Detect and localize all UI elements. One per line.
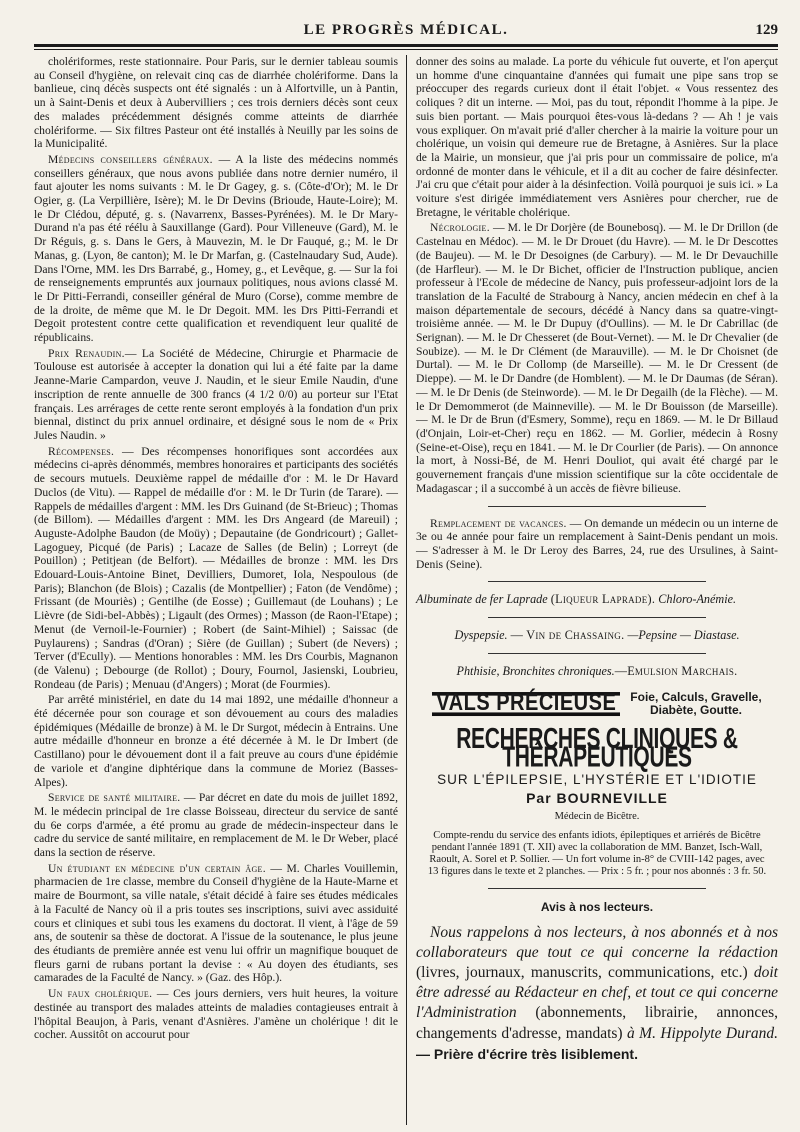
separator bbox=[488, 617, 705, 618]
paragraph: Récompenses. — Des récompenses honorifiques sont accordées aux médecins ci-après dénommés, membres honoraires et participants des sociétés de secours mutuels. Deuxième rappel de médaille d'or : M. le Dr Havard Duclos (de Vitu). — Rappel de médaille d'or : M. le Dr Turin (de Tarare). — Rappels de médailles d'argent : MM. les Drs Guinand (de St-Brieuc) ; Thomas (de Billom). — Médailles d'argent : MM. les Drs Angeard (de Mareuil) ; Auguste-Adolphe Baudon (de Moüy) ; Depautaine (de Gondricourt) ; Gallet-Lagoguey, Picqué (de Paris) ; Lacaze de Salles (de Belin) ; Lorreyt (de Pouillon) ; Petitjean (de Belfort). — Médailles de bronze : MM. les Drs Edouard-Louis-Antoine Binet, Devilliers, Dumoret, Iola, Nespoulous (de Paris); Blanchon (de Blois) ; Cazalis (de Montpellier) ; Faton (de Vendôme) ; Frissant (de Mouriès) ; Gentilhe (de Eosse) ; Guillemaut (de Louhans) ; Le Lièvre (de Sidi-bel-Abbès) ; Ligault (des Ormes) ; Masson (de Raon-l'Etape) ; Menut (de Vernoil-le-Fournier) ; Robert (de Saint-Mihiel) ; Saissac (de Puylaurens) ; Sandras (d'Oran) ; Sière (de Guillan) ; Subert (de Nevers) ; Terver (d'Ecully). — Mentions honorables : MM. les Drs Courbis, Magnanon (de Valenu) ; Debourge (de Rollot) ; Doury, Fournol, Jasienski, Loubrieu, Rondeau (de Paris) ; Menuau (d'Angers) ; Morat (de Fourmies). bbox=[34, 444, 398, 691]
book-title: RECHERCHES CLINIQUES & THÉRAPEUTIQUES bbox=[456, 723, 738, 774]
notice-title: Avis à nos lecteurs. bbox=[540, 899, 654, 914]
paragraph: cholériformes, reste stationnaire. Pour Paris, sur le dernier tableau soumis au Conseil d'hygiène, on relevait cinq cas de diarrhée cholériforme. Dans la banlieue, cinq décès suspects ont été signalés : un à Alfortville, un à Pantin, un à Saint-Denis et deux à Aubervilliers ; ces trois derniers décès sont ceux des malades précédemment désignés comme atteints de diarrhée cholériforme. — Six filtres Pasteur ont été installés à Neuilly par les soins de la Municipalité. bbox=[34, 55, 398, 151]
column-divider bbox=[406, 55, 407, 1125]
book-author: Par BOURNEVILLE bbox=[526, 790, 668, 807]
separator bbox=[488, 888, 705, 889]
section-lead: Service de santé militaire. bbox=[48, 791, 181, 805]
paragraph: Remplacement de vacances. — On demande un médecin ou un interne de 3e ou 4e année pour faire un remplacement à Saint-Denis pendant un mois. — S'adresser à M. le Dr Leroy des Barres, 24, rue des Ursulines, à Saint-Denis (Seine). bbox=[416, 516, 778, 571]
book-affiliation: Médecin de Bicêtre. bbox=[554, 811, 640, 823]
journal-title: LE PROGRÈS MÉDICAL. bbox=[303, 22, 509, 38]
paragraph: Médecins conseillers généraux. — A la liste des médecins nommés conseillers généraux, que nous avons publiée dans notre dernier numéro, il faut ajouter les noms suivants : M. le Dr Gagey, g. s. (Côte-d'Or); M. le Dr Ogier, g. (La Verpillière, Isère); M. le Dr Devins (Brioude, Haute-Loire); M. le Dr Clédou, député, g. s. (Navarrenx, Basses-Pyrénées). M. le Dr Mary-Durand n'a pas été réélu à Sauxillange (Gard). Pour Villeneuve (Gard), M. le Dr Réguis, g. s. Dans le Gers, à Mauvezin, M. le Dr Fauqué, g.; M. le Dr Manas, g. (Lyon, 8e canton); M. le Dr Marfan, g. (Castelnaudary Sud, Aude). Dans l'Orne, MM. les Drs Barrabé, g., Homey, g., et Levêque, g. — Sur la foi de renseignements empruntés aux journaux politiques, nous avions classé M. le Dr Pitti-Ferrandi, conseiller général de Muro (Corse), comme membre de de la droite, de même que M. le Dr Degoit. MM. les Drs Pitti-Ferrandi et Degoit protestent contre cette qualification et revendiquent leur qualité de républicains. bbox=[34, 152, 398, 345]
separator bbox=[488, 581, 705, 582]
section-lead: Prix Renaudin. bbox=[48, 346, 125, 360]
section-lead: Récompenses. bbox=[48, 444, 115, 458]
left-column bbox=[34, 55, 398, 1042]
vals-title: VALS PRÉCIEUSE bbox=[432, 692, 620, 716]
page-number: 129 bbox=[755, 22, 778, 38]
header-rule-thin bbox=[34, 49, 778, 50]
vals-indications: Foie, Calculs, Gravelle, Diabète, Goutte. bbox=[630, 690, 762, 718]
ad-chassaing: Dyspepsie. — Vin de Chassaing. —Pepsine — Diastase. bbox=[454, 628, 740, 643]
ad-marchais: Phthisie, Bronchites chroniques.—Emulsion Marchais. bbox=[456, 664, 738, 679]
book-description: Compte-rendu du service des enfants idiots, épileptiques et arriérés de Bicêtre pendant l'année 1891 (T. XII) avec la collaboration de MM. Banzet, Isch-Wall, Raoult, A. Sorel et P. Sollier. — Un fort volume in-8° de CVIII-142 pages, avec 13 figures dans le texte et 2 planches. — Prix : 5 fr. ; pour nos abonnés : 3 fr. 50. bbox=[427, 829, 767, 877]
ad-vals-precieuse bbox=[416, 691, 778, 717]
paragraph: Nécrologie. — M. le Dr Dorjère (de Bounebosq). — M. le Dr Drillon (de Castelnau en Médoc). — M. le Dr Drouet (du Havre). — M. le Dr Descottes (de Baujeu). — M. le Dr Desoignes (de Carbury). — M. le Dr Devauchille (de Harfleur). — M. le Dr Bichet, officier de l'Instruction publique, ancien professeur à l'Ecole de médecine de Nancy, puis professeur-adjoint lors de la translation de la Faculté de Strabourg à Nancy, ancien médecin en chef à la maison départementale de secours, décédé à Nancy dans sa quatre-vingt-troisième année. — M. le Dr Dupuy (d'Oullins). — M. le Dr Cabrillac (de Serignan). — M. le Dr Chesseret (de Bout-Vernet). — M. le Dr Chevalier (de Soubize). — M. le Dr Clément (de Marauville). — M. le Dr Choisnet (de Durtal). — M. le Dr Collomp (de Marseille). — M. le Dr Cressent (de Dieppe). — M. le Dr Dandre (de Homblent). — M. le Dr Daumas (de Séran). — M. le Dr Denis (de Steinworde). — M. le Dr Degailh (de la Flèche). — M. le Dr Demommerot (de Mainneville). — M. le Dr Bouisson (de Marseille). — M. le Dr de Brun (d'Esmery, Somme), reçu en 1869. — M. le Dr Billaud (d'Onjain, Loir-et-Cher) reçu en 1862. — M. Gorlier, médecin à Rosny (Seine-et-Oise), reçu en 1841. — M. le Dr Courlier (de Paris). — On annonce la mort, à Nossi-Bé, de M. Henri Douliot, qui avait été chargé par le gouvernement français d'une mission scientifique sur la côte occidentale de Madagascar ; il a succombé à un accès de fièvre bilieuse. bbox=[416, 221, 778, 495]
paragraph: Un faux cholérique. — Ces jours derniers, vers huit heures, la voiture destinée au transport des malades atteints de maladies contagieuses entrait à l'hôpital Beaujon, à Paris, venant d'Asnières. J'amène un cholérique ! dit le cocher. Aussitôt on accourut pour bbox=[34, 987, 398, 1042]
header-rule-thick bbox=[34, 44, 778, 47]
section-lead: Remplacement de vacances. bbox=[430, 516, 567, 530]
book-subtitle: SUR L'ÉPILEPSIE, L'HYSTÉRIE ET L'IDIOTIE bbox=[437, 771, 757, 787]
section-lead: Un faux cholérique. bbox=[48, 987, 153, 1001]
ad-laprade: Albuminate de fer Laprade (Liqueur Laprade). Chloro-Anémie. bbox=[416, 592, 737, 607]
notice-body: Nous rappelons à nos lecteurs, à nos abonnés et à nos collaborateurs que tout ce qui concerne la rédaction (livres, journaux, manuscrits, communications, etc.) doit être adressé au Rédacteur en chef, et tout ce qui concerne l'Administration (abonnements, librairie, annonces, changements d'adresse, mandats) à M. Hippolyte Durand. — Prière d'écrire très lisiblement. bbox=[416, 923, 778, 1062]
section-lead: Un étudiant en médecine d'un certain âge. bbox=[48, 861, 266, 875]
section-lead: Nécrologie. bbox=[430, 221, 490, 235]
right-column bbox=[416, 55, 778, 1065]
separator bbox=[488, 653, 705, 654]
paragraph: Prix Renaudin.— La Société de Médecine, Chirurgie et Pharmacie de Toulouse est autorisée à accepter la donation qui lui a été faite par la dame Jeanne-Marie Campardon, veuve J. Naudin, et le sieur Emile Naudin, d'une inscription de rente annuelle de 300 francs (4 1/2 0/0) au porteur sur l'Etat français. Les arrérages de cette rente seront employés à la fondation d'un prix biennal, distinct du prix annuel ordinaire, et désigné sous le nom de « Prix Jules Naudin. » bbox=[34, 346, 398, 442]
paragraph: Par arrêté ministériel, en date du 14 mai 1892, une médaille d'honneur a été décernée pour son courage et son dévouement au cours des maladies épidémiques (Médaille de bronze) à M. le Dr Surgot, médecin à Entrains. Une autre médaille d'honneur en bronze a été décernée à M. le Dr Imbert (de Castillano) pour le dévouement dont il a fait preuve au cours d'une épidémie de variole et d'angine diphtérique dans la commune de Moriez (Basses-Alpes). bbox=[34, 693, 398, 789]
paragraph: Un étudiant en médecine d'un certain âge. — M. Charles Vouillemin, pharmacien de 1re classe, membre du Conseil d'hygiène de la Haute-Marne et maire de Bourmont, sa ville natale, s'était décidé à faire ses études médicales à la Faculté de Nancy où il a pris toutes ses inscriptions, suivi avec assiduité cours et cliniques et subi tous les examens du doctorat. Il vient, à l'âge de 59 ans, de soutenir sa thèse de doctorat. A l'issue de la soutenance, le plus jeune des étudiants de première année est venu lui offrir un magnifique bouquet de fleurs garni de rubans portant la devise : « Au doyen des étudiants, ses camarades de la Faculté de Nancy. » (Gaz. des Hôp.). bbox=[34, 861, 398, 985]
paragraph: Service de santé militaire. — Par décret en date du mois de juillet 1892, M. le médecin principal de 1re classe Boisseau, directeur du service de santé du 6e corps d'armée, a été promu au grade de médecin-inspecteur dans le cadre du service de santé militaire, en remplacement de M. le Dr Weber, placé dans la section de réserve. bbox=[34, 791, 398, 860]
paragraph: donner des soins au malade. La porte du véhicule fut ouverte, et l'on aperçut un homme d'une cinquantaine d'années qui fumait une pipe sans trop se préoccuper des regards curieux dont il était l'objet. « Vous ressentez des coliques ? dit un interne. — Moi, pas du tout, répondit l'homme à la pipe. Je suis bien portant. — Mais pourquoi êtes-vous là-dedans ? — Ah ! je vais vous expliquer. On m'avait prié d'aller chercher à la mairie la voiture pour un cholérique, un voisin qui demeure rue de Bretagne, à Asnières. Sur la place de la Mairie, un monsieur, que j'ai pris pour un commissaire de police, m'a ordonné de monter dans le véhicule, et il a dit au cocher de faire désinfecter. J'ai cru que c'était pour aider à la désinfection. Voilà pourquoi je suis ici. » La voiture s'est dirigée immédiatement vers Asnières pour chercher, rue de Bretagne, le véritable cholérique. bbox=[416, 55, 778, 219]
running-header bbox=[34, 14, 778, 48]
separator bbox=[488, 506, 705, 507]
section-lead: Médecins conseillers généraux. bbox=[48, 152, 213, 166]
